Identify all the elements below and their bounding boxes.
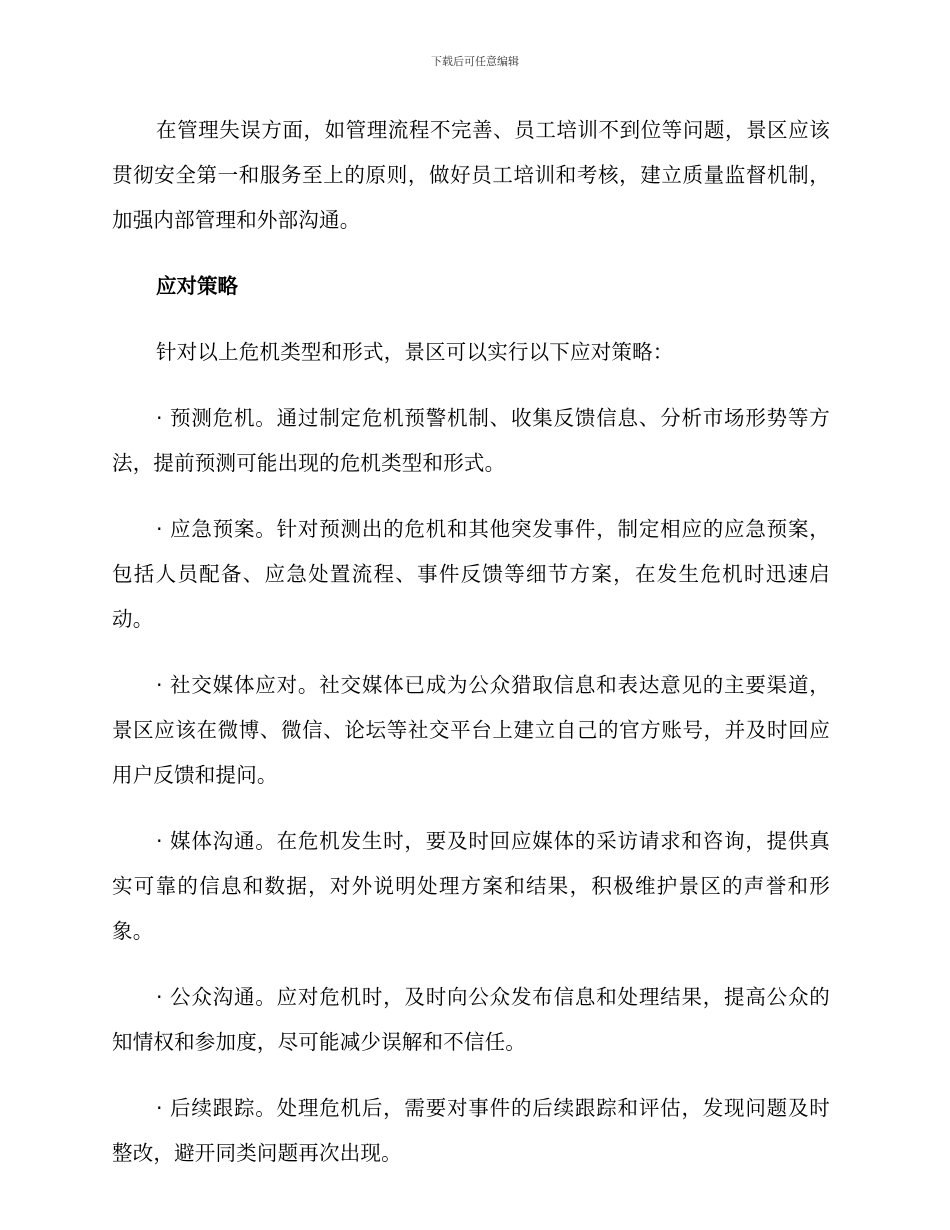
strategy-follow-up: · 后续跟踪。处理危机后，需要对事件的后续跟踪和评估，发现问题及时整改，避开同类问题再次出现。 <box>112 1096 830 1165</box>
strategy-social-media: · 社交媒体应对。社交媒体已成为公众猎取信息和表达意见的主要渠道，景区应该在微博、微信、论坛等社交平台上建立自己的官方账号，并及时回应用户反馈和提问。 <box>112 673 830 787</box>
strategy-media-communication: · 媒体沟通。在危机发生时，要及时回应媒体的采访请求和咨询，提供真实可靠的信息和数据，对外说明处理方案和结果，积极维护景区的声誉和形象。 <box>112 829 830 943</box>
strategy-emergency-plan: · 应急预案。针对预测出的危机和其他突发事件，制定相应的应急预案，包括人员配备、应急处置流程、事件反馈等细节方案，在发生危机时迅速启动。 <box>112 517 830 631</box>
strategy-predict-crisis: · 预测危机。通过制定危机预警机制、收集反馈信息、分析市场形势等方法，提前预测可能出现的危机类型和形式。 <box>112 406 830 475</box>
intro-paragraph: 在管理失误方面，如管理流程不完善、员工培训不到位等问题，景区应该贯彻安全第一和服务至上的原则，做好员工培训和考核，建立质量监督机制，加强内部管理和外部沟通。 <box>112 118 830 232</box>
page-header: 下载后可任意编辑 <box>431 55 519 68</box>
lead-paragraph: 针对以上危机类型和形式，景区可以实行以下应对策略： <box>156 340 674 364</box>
section-heading: 应对策略 <box>156 274 238 298</box>
strategy-public-communication: · 公众沟通。应对危机时，及时向公众发布信息和处理结果，提高公众的知情权和参加度，尽可能减少误解和不信任。 <box>112 985 830 1054</box>
document-body <box>112 108 830 1197</box>
